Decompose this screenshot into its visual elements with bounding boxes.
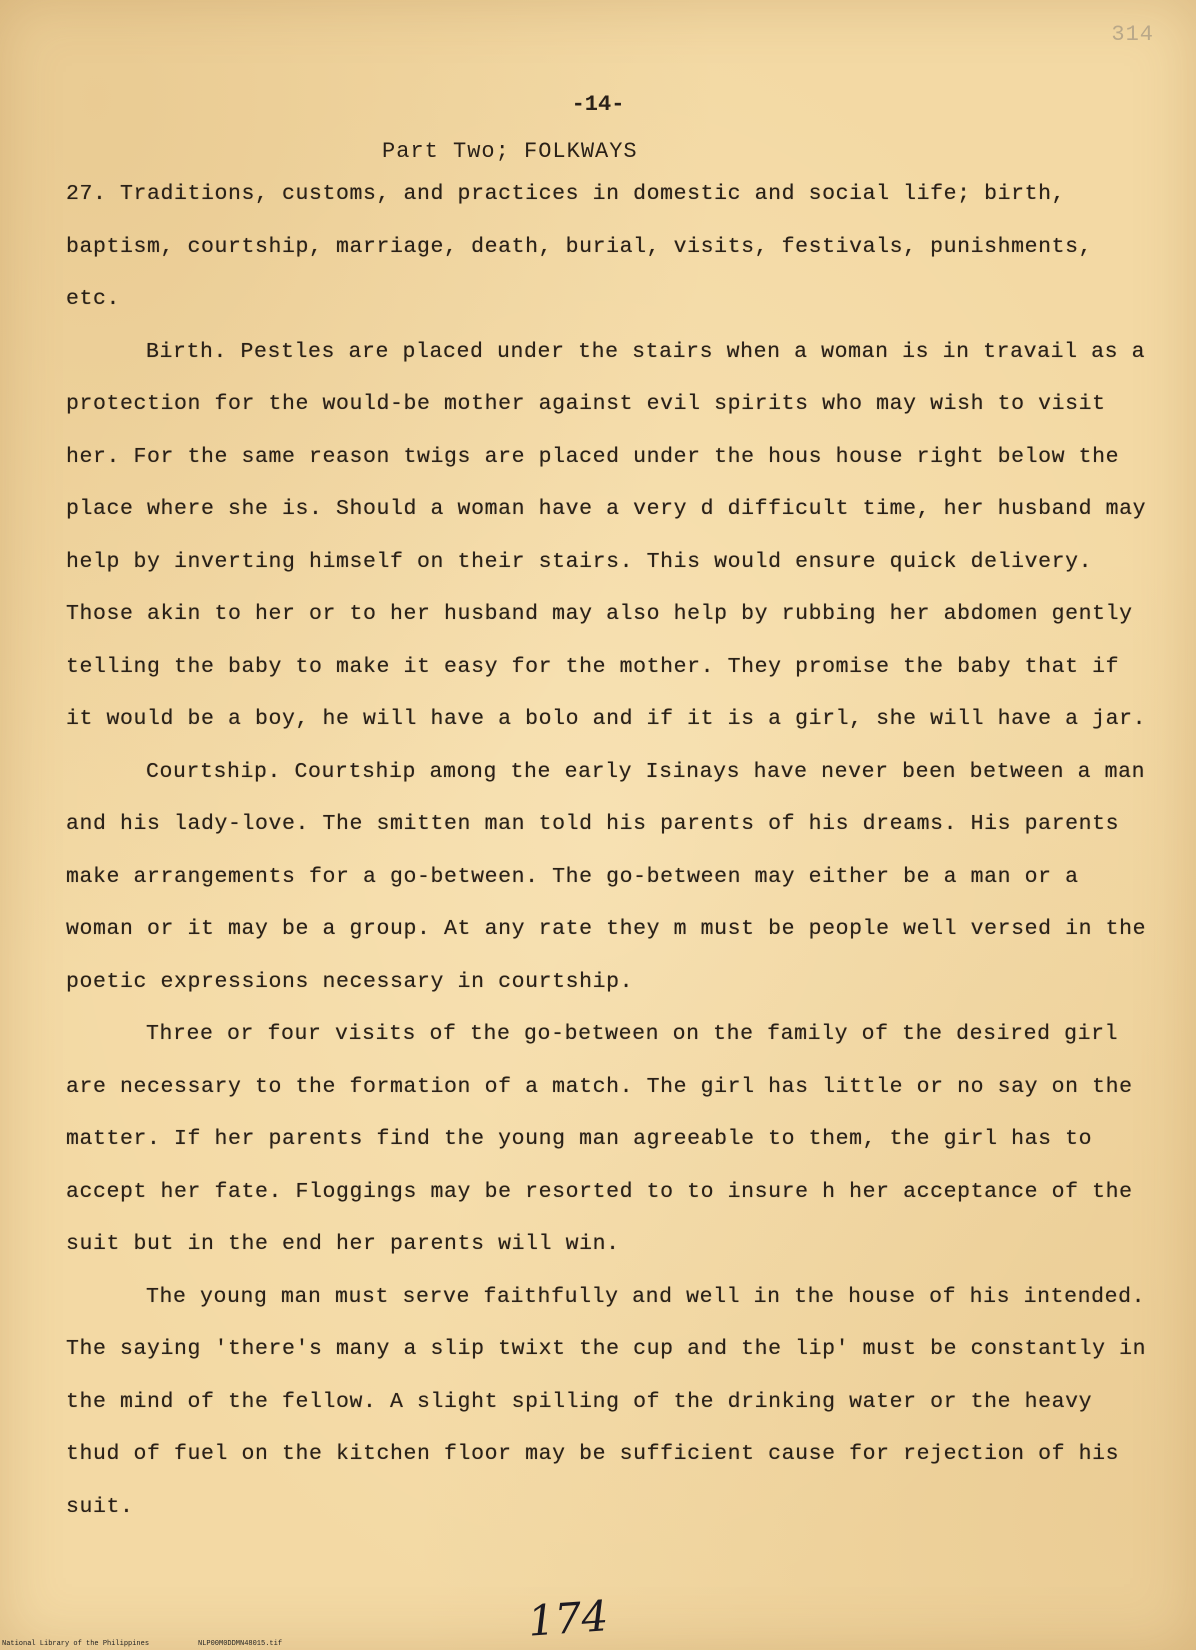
paragraph-young-man-service: The young man must serve faithfully and well in the house of his intended. The saying 'there's many a slip twixt the cup and the lip' must be constantly in the mind of the fellow. A slight spilling of the drinking water or the heavy thud of fuel on the kitchen floor may be sufficient cause for rejection of his suit.: [66, 1284, 1160, 1519]
paragraph-item-27: 27. Traditions, customs, and practices in domestic and social life; birth, baptism, courtship, marriage, death, burial, visits, festivals, punishments, etc.: [66, 182, 1106, 311]
document-body: [66, 168, 1160, 1533]
handwritten-folio-number: 174: [526, 1591, 610, 1646]
corner-page-number: 314: [1111, 22, 1154, 47]
paragraph-birth: Birth. Pestles are placed under the stairs when a woman is in travail as a protection for the would-be mother against evil spirits who may wish to visit her. For the same reason twigs are placed under the hous house right below the place where she is. Should a woman have a very d difficult time, her husband may help by inverting himself on their stairs. This would ensure quick delivery. Those akin to her or to her husband may also help by rubbing her abdomen gently telling the baby to make it easy for the mother. They promise the baby that if it would be a boy, he will have a bolo and if it is a girl, she will have a jar.: [66, 339, 1160, 731]
page-number: -14-: [571, 92, 625, 117]
footer-library-name: National Library of the Philippines: [2, 1640, 150, 1648]
paragraph-go-between-visits: Three or four visits of the go-between on the family of the desired girl are necessary to the formation of a match. The girl has little or no say on the matter. If her parents find the young man agreeable to them, the girl has to accept her fate. Floggings may be resorted to to insure h her acceptance of the suit but in the end her parents will win.: [66, 1022, 1147, 1256]
paragraph-courtship: Courtship. Courtship among the early Isinays have never been between a man and his lady-love. The smitten man told his parents of his dreams. His parents make arrangements for a go-between. The go-between may either be a man or a woman or it may be a group. At any rate they m must be people well versed in the poetic expressions necessary in courtship.: [66, 759, 1160, 994]
part-heading: Part Two; FOLKWAYS: [382, 139, 638, 164]
footer-file-name: NLP00M0DDMN48015.tif: [198, 1640, 283, 1648]
